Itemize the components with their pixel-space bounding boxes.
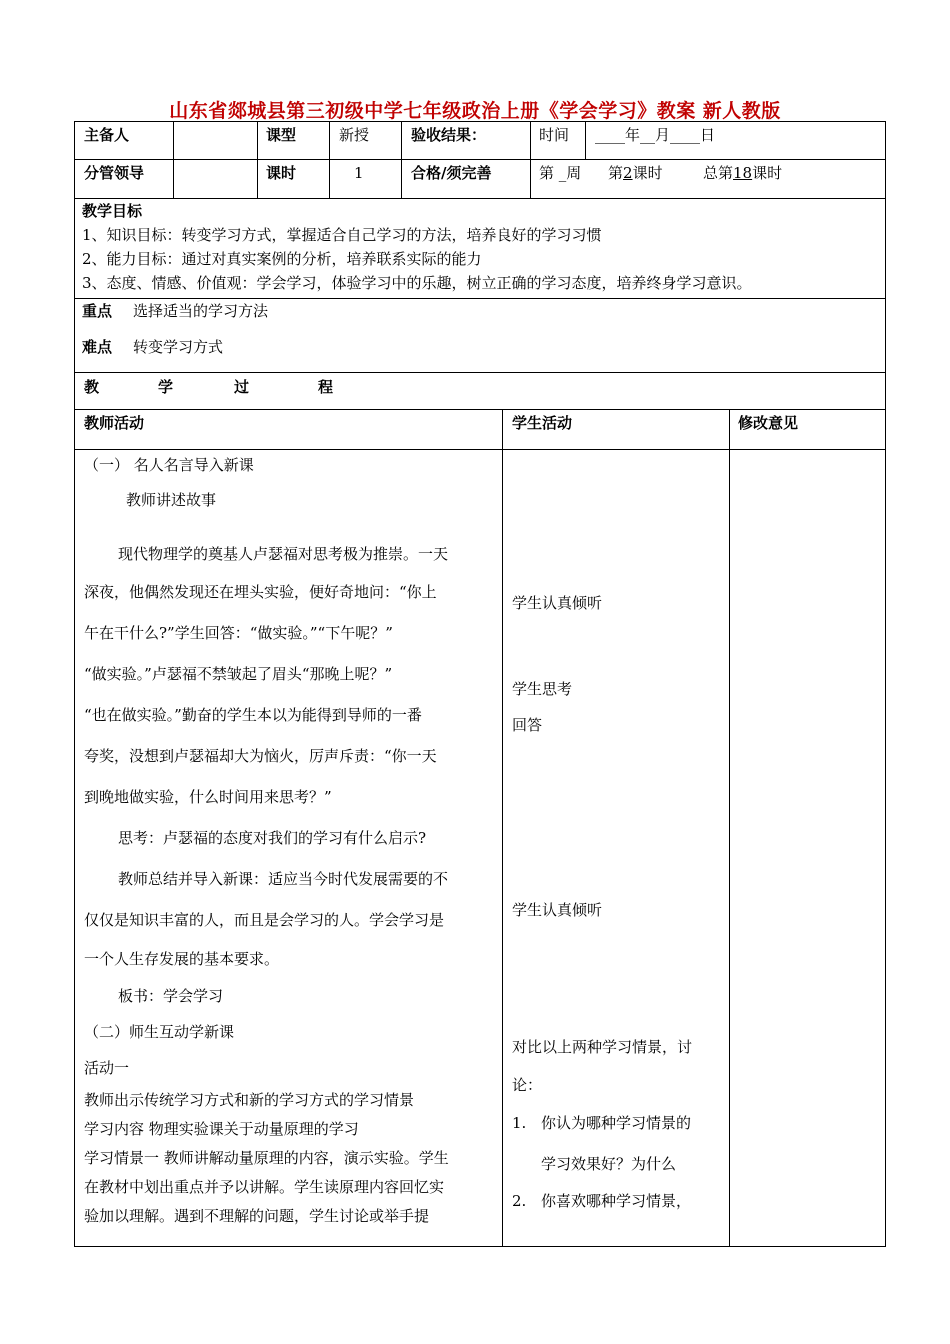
teacher-line: 到晚地做实验，什么时间用来思考？” [84,788,332,806]
student-question-number: 1. [512,1114,527,1132]
teacher-line: 学习内容 物理实验课关于动量原理的学习 [84,1120,359,1138]
author-label: 主备人 [84,126,130,144]
student-line: 你认为哪种学习情景的 [541,1114,692,1132]
hours-label: 课时 [266,164,297,182]
col-divider [401,121,402,198]
teacher-line: 现代物理学的奠基人卢瑟福对思考极为推崇。一天 [118,545,449,563]
teacher-line: 板书：学会学习 [118,987,224,1005]
key-text: 选择适当的学习方法 [133,302,269,320]
type-label: 课型 [266,126,297,144]
col-divider [729,409,730,1247]
col-divider [502,409,503,1247]
teacher-line: 夸奖，没想到卢瑟福却大为恼火，厉声斥责：“你一天 [84,747,437,765]
teacher-line: “做实验。”卢瑟福不禁皱起了眉头“那晚上呢？” [84,665,393,683]
teacher-line: 深夜，他偶然发现还在埋头实验，便好奇地问：“你上 [84,583,437,601]
teacher-line: （一） 名人名言导入新课 [84,456,254,474]
col-divider [257,121,258,198]
student-question-number: 2. [512,1192,527,1210]
teacher-line: 仅仅是知识丰富的人，而且是会学习的人。学会学习是 [84,911,445,929]
teacher-line: 一个人生存发展的基本要求。 [84,950,280,968]
process-heading-char: 教 [84,378,100,396]
teacher-line: 验加以理解。遇到不理解的问题，学生讨论或举手提 [84,1207,430,1225]
teacher-column-header: 教师活动 [84,414,145,432]
teacher-line: 教师讲述故事 [126,491,217,509]
teacher-line: 教师出示传统学习方式和新的学习方式的学习情景 [84,1091,415,1109]
process-heading-char: 学 [158,378,174,396]
time-label: 时间 [539,126,570,144]
student-line: 学生认真倾听 [512,901,603,919]
qualified-label: 合格/须完善 [411,164,492,182]
objectives-heading: 教学目标 [82,202,143,220]
student-line: 学生思考 [512,680,573,698]
document-title: 山东省郯城县第三初级中学七年级政治上册《学会学习》教案 新人教版 [169,100,781,122]
col-divider [585,121,586,159]
leader-label: 分管领导 [84,164,145,182]
row-divider [74,372,886,373]
teacher-line: （二）师生互动学新课 [84,1023,235,1041]
difficulty-text: 转变学习方式 [133,338,224,356]
row-divider [74,449,886,450]
row-divider [74,298,886,299]
col-divider [173,121,174,198]
process-heading-char: 程 [318,378,334,396]
key-label: 重点 [82,302,113,320]
col-divider [530,121,531,198]
teacher-line: 活动一 [84,1059,130,1077]
teacher-line: 在教材中划出重点并予以讲解。学生读原理内容回忆实 [84,1178,445,1196]
teacher-line: 学习情景一 教师讲解动量原理的内容，演示实验。学生 [84,1149,449,1167]
difficulty-label: 难点 [82,338,113,356]
teacher-line: “也在做实验。”勤奋的学生本以为能得到导师的一番 [84,706,422,724]
student-line: 回答 [512,716,543,734]
objective-item: 2、能力目标：通过对真实案例的分析，培养联系实际的能力 [82,250,482,268]
teacher-line: 教师总结并导入新课：适应当今时代发展需要的不 [118,870,449,888]
student-line: 学生认真倾听 [512,594,603,612]
student-line: 你喜欢哪种学习情景， [541,1192,692,1210]
total-text: 总第18课时 [703,164,783,182]
acceptance-label: 验收结果： [411,126,487,144]
row-divider [74,159,886,160]
hours-value: 1 [354,164,364,182]
student-line: 学习效果好？为什么 [541,1155,677,1173]
process-heading-char: 过 [234,378,250,396]
row-divider [74,409,886,410]
revision-column-header: 修改意见 [738,414,799,432]
student-line: 论： [512,1076,543,1094]
student-column-header: 学生活动 [512,414,573,432]
teacher-activity-content [84,456,496,1231]
col-divider [329,121,330,198]
objective-item: 3、态度、情感、价值观：学会学习，体验学习中的乐趣，树立正确的学习态度，培养终身学习意识。 [82,274,752,292]
student-line: 对比以上两种学习情景，讨 [512,1038,693,1056]
teacher-line: 午在干什么?”学生回答：“做实验。”“下午呢？” [84,624,393,642]
row-divider [74,198,886,199]
week-text: 第 _周 [539,164,582,182]
type-value: 新授 [339,126,370,144]
objective-item: 1、知识目标：转变学习方式，掌握适合自己学习的方法，培养良好的学习习惯 [82,226,602,244]
teacher-line: 思考：卢瑟福的态度对我们的学习有什么启示? [118,829,427,847]
period-text: 第2课时 [608,164,663,182]
date-line: ____年__月____日 [595,126,716,144]
